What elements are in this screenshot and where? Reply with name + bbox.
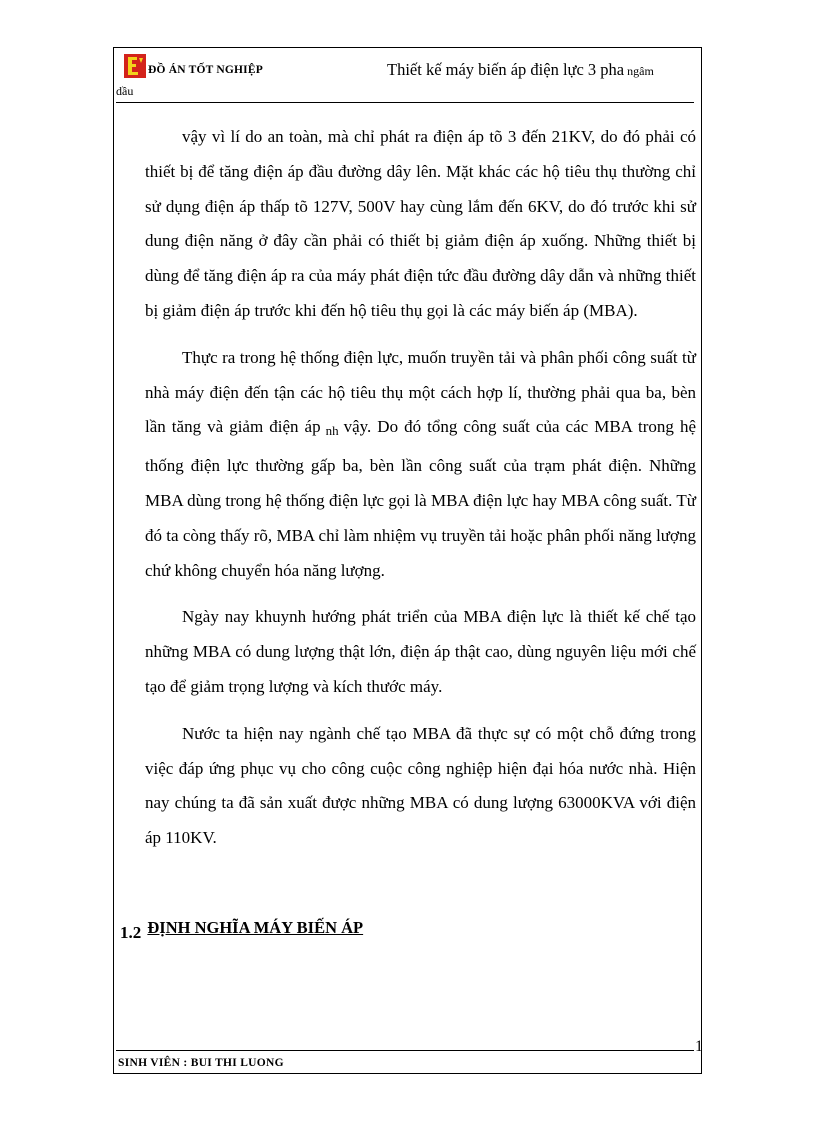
paragraph-2-part-a: Thực ra trong hệ thống điện lực, muốn truyền tải và phân phối công suất từ nhà máy điện đến tận các hộ tiêu thụ một cách hợp lí, thường phải qua ba, bèn lần tăng và giảm điện áp [145, 347, 696, 437]
paragraph-2 [145, 341, 696, 589]
paragraph-3: Ngày nay khuynh hướng phát triển của MBA điện lực là thiết kế chế tạo những MBA có dung lượng thật lớn, điện áp thật cao, dùng nguyên liệu mới chế tạo để giảm trọng lượng và kích thước máy. [145, 607, 696, 696]
header-left-title: ĐỒ ÁN TỐT NGHIỆP [148, 64, 263, 76]
footer-rule [116, 1050, 694, 1051]
paragraph-4: Nước ta hiện nay ngành chế tạo MBA đã thực sự có một chỗ đứng trong việc đáp ứng phục vụ cho công cuộc công nghiệp hiện đại hóa nước nhà. Hiện nay chúng ta đã sản xuất được những MBA có dung lượng 63000KVA với điện áp 110KV. [145, 723, 696, 848]
header-right-wrap: dầu [116, 84, 134, 98]
paragraph-2-part-b: vậy. Do đó tổng công suất của các MBA trong hệ thống điện lực thường gấp ba, bèn lần công suất của trạm phát điện. Những MBA dùng trong hệ thống điện lực gọi là MBA điện lực hay MBA công suất. Từ đó ta còng thấy rõ, MBA chỉ làm nhiệm vụ truyền tải hoặc phân phối năng lượng chứ không chuyển hóa năng lượng. [145, 417, 697, 580]
header-right-small: ngâm [624, 64, 654, 78]
header-right-title [387, 60, 654, 80]
footer-student-name: SINH VIÊN : BUI THI LUONG [118, 1057, 284, 1069]
section-title: ĐỊNH NGHĨA MÁY BIẾN ÁP [147, 918, 364, 937]
header-rule [116, 102, 694, 103]
body-text [145, 120, 696, 868]
section-number: 1.2 [120, 923, 142, 942]
paragraph-2-subscript: nh [325, 423, 339, 439]
section-heading [120, 918, 363, 943]
header-right-main: Thiết kế máy biến áp điện lực 3 pha [387, 60, 625, 79]
school-logo-icon [124, 54, 146, 78]
page-number: 1 [695, 1038, 703, 1055]
paragraph-1: vậy vì lí do an toàn, mà chỉ phát ra điện áp tõ 3 đến 21KV, do đó phải có thiết bị để tăng điện áp đầu đường dây lên. Mặt khác các hộ tiêu thụ thường chỉ sử dụng điện áp thấp tõ 127V, 500V hay cùng lắm đến 6KV, do đó trước khi sử dung điện năng ở đây cần phải có thiết bị giảm điện áp xuống. Những thiết bị dùng để tăng điện áp ra của máy phát điện tức đầu đường dây dẫn và những thiết bị giảm điện áp trước khi đến hộ tiêu thụ gọi là các máy biến áp (MBA). [145, 127, 696, 320]
